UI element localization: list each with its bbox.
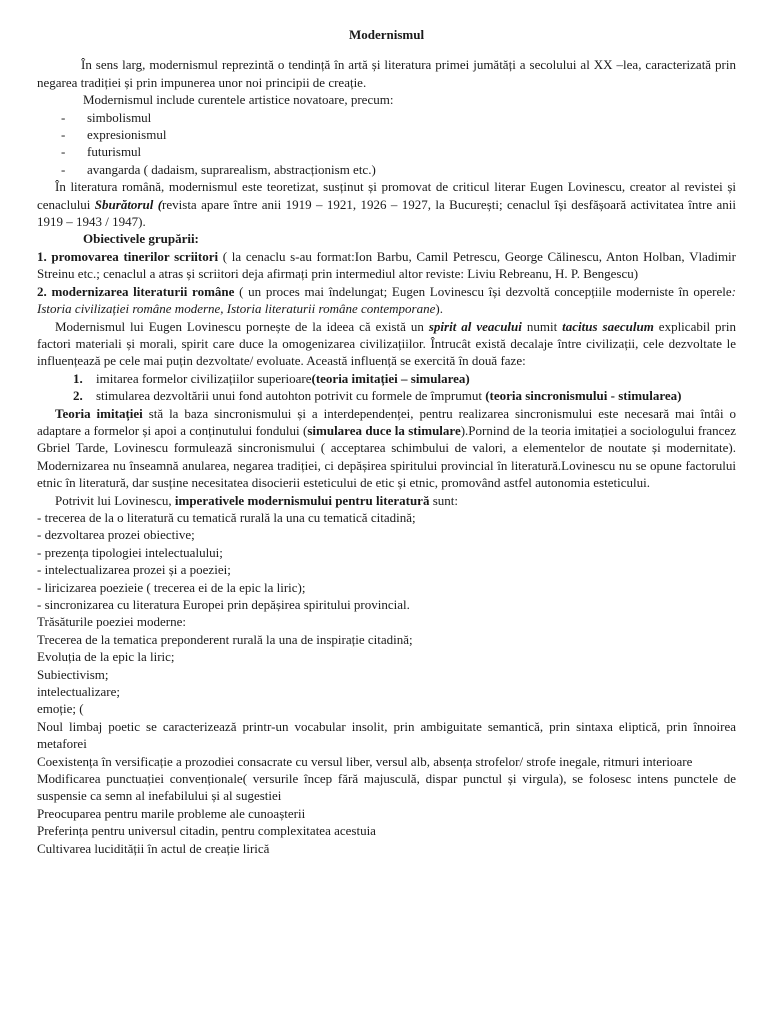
objective-2: 2. modernizarea literaturii române ( un proces mai îndelungat; Eugen Lovinescu își dezvoltă concepțiile moderniste în operele: Istoria civilizației române moderne, Istoria literaturii române contemporane). bbox=[37, 283, 736, 317]
list-item: - avangarda ( dadaism, suprarealism, abstracționism etc.) bbox=[61, 161, 376, 177]
list-item: Coexistența în versificație a prozodiei consacrate cu versul liber, versul alb, absența strofelor/ strofe inegale, ritmuri interioare bbox=[37, 753, 693, 769]
list-item: - liricizarea poezieie ( trecerea ei de la epic la liric); bbox=[37, 579, 306, 595]
spirit-paragraph: Modernismul lui Eugen Lovinescu pornește de la ideea că există un spirit al veacului numit tacitus saeculum explicabil prin factori materiali și morali, spirit care duce la omogenizarea civilizațiilor. Întrucât există decalaje între civilizații, cele dezvoltate le influențează pe cele mai puțin dezvoltate/ evoluate. Această influență se exercită în două faze: bbox=[37, 318, 736, 369]
traits-heading: Trăsăturile poeziei moderne: bbox=[37, 614, 186, 630]
list-item: 1. imitarea formelor civilizațiilor superioare(teoria imitației – simularea) bbox=[73, 370, 470, 386]
currents-list bbox=[37, 109, 736, 179]
list-item: Preferința pentru universul citadin, pentru complexitatea acestuia bbox=[37, 823, 376, 839]
list-item: - expresionismul bbox=[61, 127, 167, 143]
imperatives-intro: Potrivit lui Lovinescu, imperativele modernismului pentru literatură sunt: bbox=[55, 492, 458, 508]
lovinescu-paragraph: În literatura română, modernismul este teoretizat, susținut și promovat de criticul literar Eugen Lovinescu, creator al revistei și cenaclului Sburătorul (revista apare între anii 1919 – 1921, 1926 – 1927, la București; cenaclul își desfășoară activitatea între anii 1919 – 1943 / 1947). bbox=[37, 179, 737, 230]
page-title: Modernismul bbox=[348, 27, 425, 42]
list-item: Preocuparea pentru marile probleme ale cunoașterii bbox=[37, 805, 306, 821]
list-item: - sincronizarea cu literatura Europei prin depășirea spiritului provincial. bbox=[37, 597, 410, 612]
list-item: - intelectualizarea prozei și a poeziei; bbox=[37, 562, 231, 578]
list-item: emoție; ( bbox=[37, 701, 84, 717]
list-item: - dezvoltarea prozei obiective; bbox=[37, 527, 195, 543]
phases-list bbox=[37, 370, 736, 405]
list-item: Subiectivism; bbox=[37, 666, 109, 682]
imperatives-list bbox=[37, 509, 736, 613]
objectives-heading: Obiectivele grupării: bbox=[83, 231, 199, 247]
list-item: - prezența tipologiei intelectualului; bbox=[37, 544, 223, 560]
list-item: Cultivarea lucidității în actul de creație lirică bbox=[37, 840, 270, 856]
list-item: Evoluția de la epic la liric; bbox=[37, 649, 175, 665]
list-item: Trecerea de la tematica preponderent rurală la una de inspirație citadină; bbox=[37, 631, 413, 647]
list-item: Modificarea punctuației convenționale( versurile încep fără majusculă, dispar punctul și virgula), se folosesc intens punctele de suspensie ca semn al inefabilului și al sugestiei bbox=[37, 771, 736, 804]
list-item: Noul limbaj poetic se caracterizează printr-un vocabular insolit, prin ambiguitate semantică, prin sintaxa eliptică, prin înnoirea metaforei bbox=[37, 718, 736, 752]
sburatorul-title: Sburătorul ( bbox=[94, 196, 163, 212]
objective-1: 1. promovarea tinerilor scriitori ( la cenaclu s-au format:Ion Barbu, Camil Petrescu, George Călinescu, Anton Holban, Vladimir Streinu etc.; cenaclul a atras și scriitori deja afirmați prin intermediul altor reviste: Liviu Rebreanu, H. P. Bengescu) bbox=[37, 248, 737, 282]
traits-list bbox=[37, 631, 736, 857]
currents-intro: Modernismul include curentele artistice novatoare, precum: bbox=[83, 92, 394, 108]
list-item: - trecerea de la o literatură cu tematică rurală la una cu tematică citadină; bbox=[37, 509, 416, 525]
theory-paragraph: Teoria imitației stă la baza sincronismului și a interdependenței, pentru realizarea sincronismului este necesară mai întâi o adaptare a formelor și apoi a conținutului fondului (simularea duce la stimulare).Pornind de la teoria imitației a sociologului francez Gbriel Tarde, Lovinescu formulează sincronismului ( acceptarea schimbului de valori, a elementelor de noutate și modernitate). Modernizarea nu înseamnă anularea, negarea tradiției, ci depășirea spiritului provincial în literatură.Lovinescu nu se opune factorului etnic în literatură, dar susține necesitatea disocierii esteticului de etic și etnic, promovând astfel autonomia esteticului. bbox=[37, 405, 736, 491]
list-item: intelectualizare; bbox=[37, 684, 121, 700]
intro-paragraph: În sens larg, modernismul reprezintă o tendință în artă și literatura primei jumătăți a secolului al XX –lea, caracterizată prin negarea tradiției și prin impunerea unor noi principii de creație. bbox=[37, 57, 736, 90]
list-item: - futurismul bbox=[61, 144, 142, 160]
list-item: 2. stimularea dezvoltării unui fond autohton potrivit cu formele de împrumut (teoria sincronismului - stimularea) bbox=[73, 388, 682, 404]
list-item: - simbolismul bbox=[61, 109, 152, 125]
